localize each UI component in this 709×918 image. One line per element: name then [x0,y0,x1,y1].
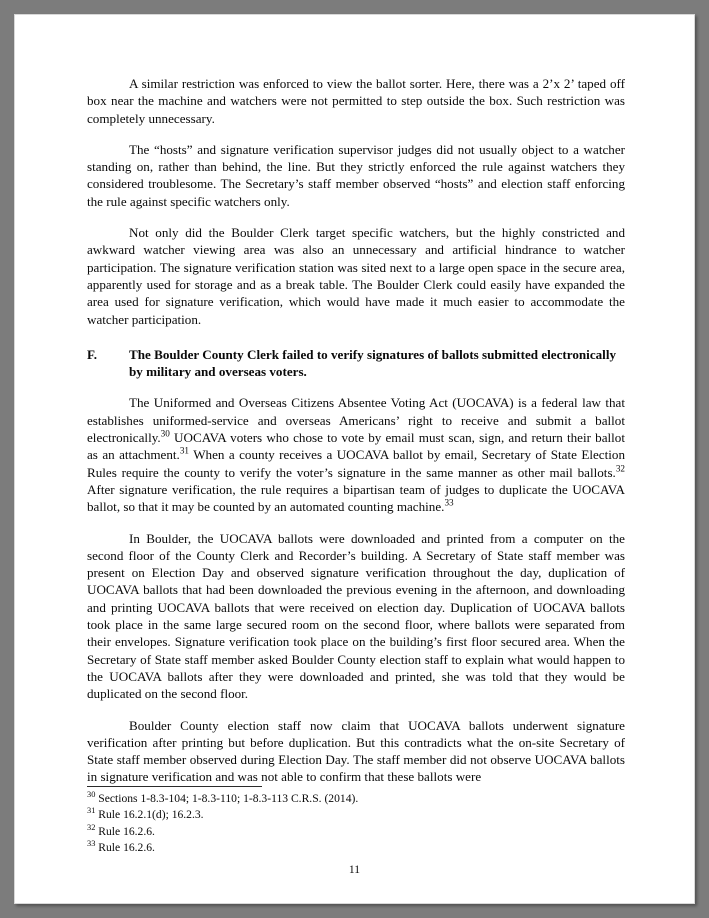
footnote: $^{30}$ Sections 1-8.3-104; 1-8.3-110; 1-8.3-113 C.R.S. (2014). [87,790,359,805]
page-number: 11 [348,863,361,876]
paragraph-rich: Boulder County election staff now claim that UOCAVA ballots underwent signature verification after printing but before duplication. But this contradicts what the on-site Secretary of State staff member observed during Election Day. The staff member did not observe UOCAVA ballots in signature verification and was not able to confirm that these ballots were [87,717,625,785]
page-body [87,75,625,786]
paragraph-rich: The Uniformed and Overseas Citizens Absentee Voting Act (UOCAVA) is a federal law that establishes uniformed-service and overseas Americans’ right to receive and submit a ballot electronically.$^{30}$ UOCAVA voters who chose to vote by email must scan, sign, and return their ballot as an attachment.$^{31}$ When a county receives a UOCAVA ballot by email, Secretary of State Election Rules require the county to verify the voter’s signature in the same manner as other mail ballots.$^{32}$ After signature verification, the rule requires a bipartisan team of judges to duplicate the UOCAVA ballot, so that it may be counted by an automated counting machine.$^{33}$ [87,395,625,515]
paragraph-rich: In Boulder, the UOCAVA ballots were downloaded and printed from a computer on the second floor of the County Clerk and Recorder’s building. A Secretary of State staff member was present on Election Day and observed signature verification throughout the day, duplication of UOCAVA ballots that had been downloaded the previous evening in the afternoon, and downloading and printing UOCAVA ballots that were received on election day. Duplication of UOCAVA ballots took place in the same large secured room on the second floor, where ballots were separated from their envelopes. Signature verification took place on the building’s first floor secured area. When the Secretary of State staff member asked Boulder County election staff to explain what would happen to the UOCAVA ballots after they were downloaded and printed, she was told that they would be duplicated on the second floor. [87,530,625,702]
paragraph: Not only did the Boulder Clerk target specific watchers, but the highly constricted and awkward watcher viewing area was also an unnecessary and artificial hindrance to watcher participation. The signature verification station was sited next to a large open space in the secure area, apparently used for storage and as a break table. The Boulder Clerk could easily have expanded the area used for signature verification, which would have made it much easier to accommodate the watcher participation. [87,225,625,327]
section-heading-letter: F. [87,346,98,362]
footnote: $^{33}$ Rule 16.2.6. [87,839,155,855]
section-heading [87,346,625,381]
footnote: $^{32}$ Rule 16.2.6. [87,822,155,838]
footnote-separator [87,786,262,787]
footnote: $^{31}$ Rule 16.2.1(d); 16.2.3. [87,806,204,822]
paragraph: A similar restriction was enforced to view the ballot sorter. Here, there was a 2’x 2’ taped off box near the machine and watchers were not permitted to step outside the box. Such restriction was completely unnecessary. [87,76,625,126]
footnote-list [87,791,625,857]
document-page [14,14,695,904]
section-heading-text: The Boulder County Clerk failed to verify signatures of ballots submitted electronically by military and overseas voters. [129,346,617,380]
paragraph: The “hosts” and signature verification supervisor judges did not usually object to a watcher standing on, rather than behind, the line. But they strictly enforced the rule against watchers they considered troublesome. The Secretary’s staff member observed “hosts” and election staff enforcing the rule against specific watchers only. [87,141,625,209]
